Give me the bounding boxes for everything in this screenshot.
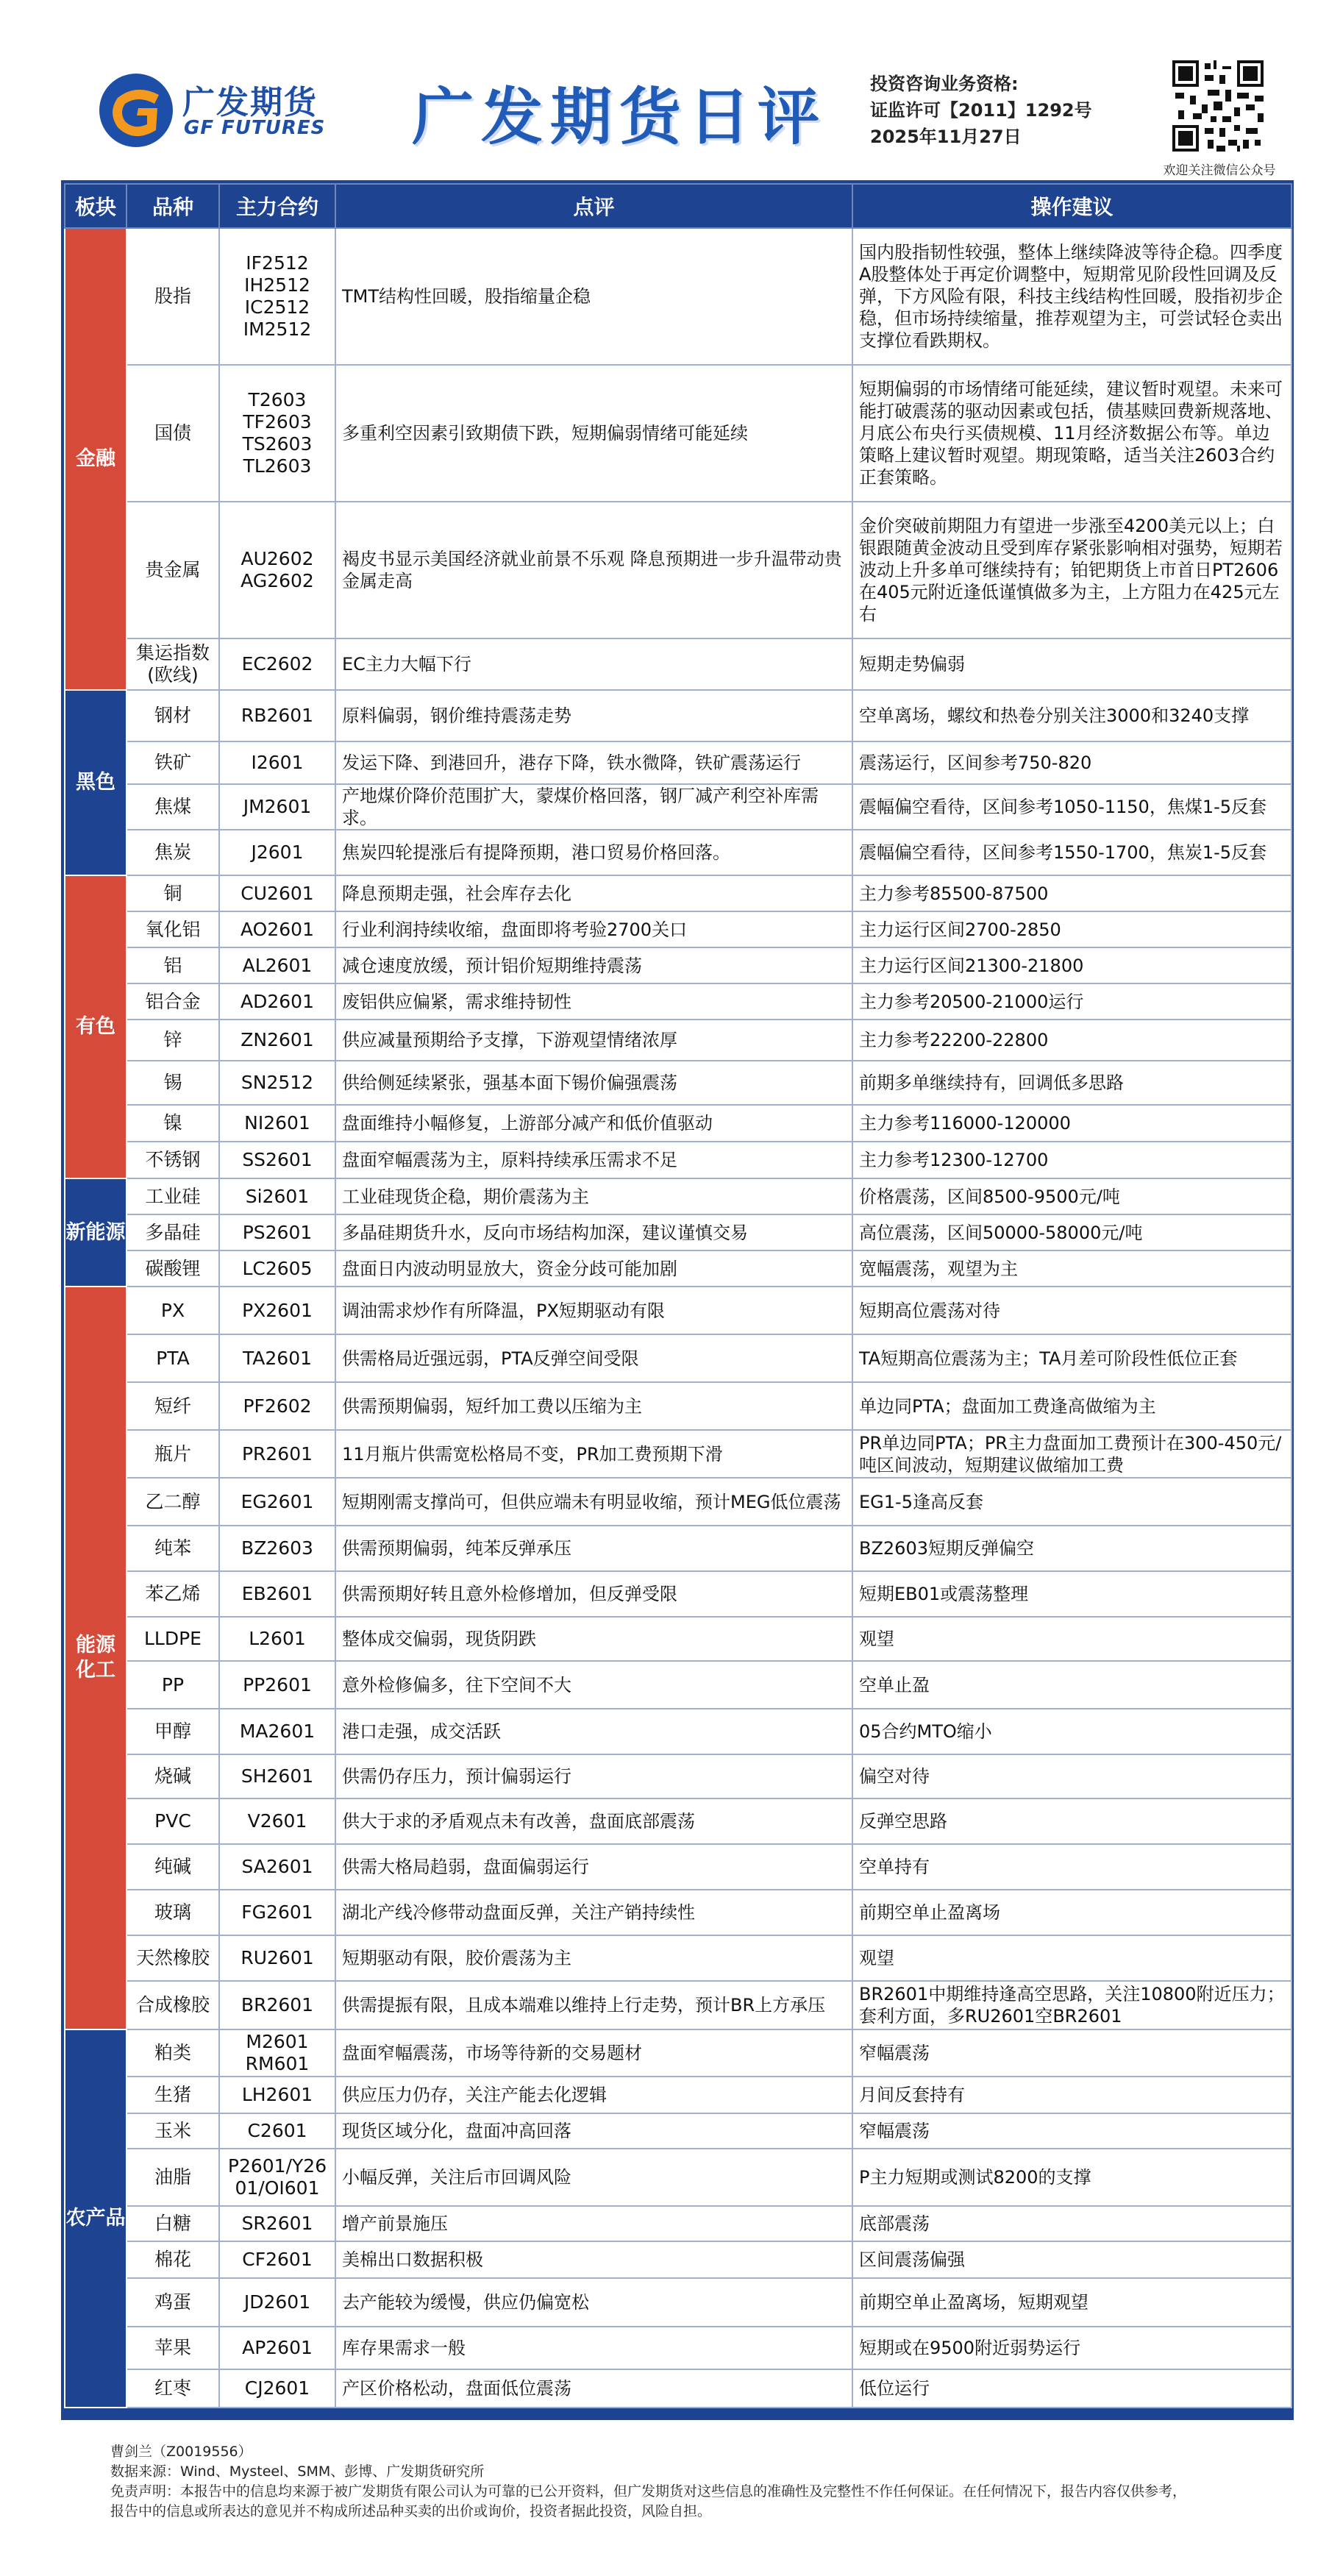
contract-cell: Si2601 <box>219 1178 335 1214</box>
variety-cell: 碳酸锂 <box>127 1250 219 1287</box>
variety-cell: 短纤 <box>127 1382 219 1430</box>
logo-cn-text: 广发期货 <box>182 84 318 121</box>
variety-cell: PVC <box>127 1798 219 1844</box>
comment-cell: 11月瓶片供需宽松格局不变，PR加工费预期下滑 <box>335 1430 852 1478</box>
comment-cell: 产区价格松动，盘面低位震荡 <box>335 2369 852 2408</box>
advice-cell: 震幅偏空看待，区间参考1550-1700，焦炭1-5反套 <box>852 830 1291 875</box>
table-row <box>65 1250 1291 1287</box>
advice-cell: 窄幅震荡 <box>852 2113 1291 2149</box>
comment-cell: 库存果需求一般 <box>335 2327 852 2369</box>
advice-cell: TA短期高位震荡为主；TA月差可阶段性低位正套 <box>852 1334 1291 1382</box>
contract-cell: V2601 <box>219 1798 335 1844</box>
variety-cell: 股指 <box>127 228 219 365</box>
table-row <box>65 1844 1291 1890</box>
table-row <box>65 2278 1291 2327</box>
contract-cell: CJ2601 <box>219 2369 335 2408</box>
advice-cell: 金价突破前期阻力有望进一步涨至4200美元以上；白银跟随黄金波动且受到库存紧张影响相对强势，短期若波动上升多单可继续持有；铂钯期货上市首日PT2606在405元附近逢低谨慎做多为主，上方阻力在425元左右 <box>852 502 1291 638</box>
variety-cell: 合成橡胶 <box>127 1981 219 2029</box>
variety-cell: 苹果 <box>127 2327 219 2369</box>
comment-cell: 供大于求的矛盾观点未有改善，盘面底部震荡 <box>335 1798 852 1844</box>
advice-cell: 震幅偏空看待，区间参考1050-1150，焦煤1-5反套 <box>852 784 1291 830</box>
contract-cell: EG2601 <box>219 1478 335 1526</box>
table-row <box>65 2113 1291 2149</box>
comment-cell: 调油需求炒作有所降温，PX短期驱动有限 <box>335 1287 852 1334</box>
comment-cell: 盘面日内波动明显放大，资金分歧可能加剧 <box>335 1250 852 1287</box>
contract-cell: NI2601 <box>219 1105 335 1142</box>
variety-cell: 锌 <box>127 1020 219 1061</box>
table-row <box>65 365 1291 502</box>
comment-cell: 供需仍存压力，预计偏弱运行 <box>335 1754 852 1798</box>
advice-cell: 短期走势偏弱 <box>852 638 1291 690</box>
comment-cell: 供给侧延续紧张，强基本面下锡价偏强震荡 <box>335 1061 852 1105</box>
report-date: 2025年11月27日 <box>870 127 1022 147</box>
contract-cell: AO2601 <box>219 911 335 947</box>
comment-cell: 供需预期好转且意外检修增加，但反弹受限 <box>335 1571 852 1617</box>
advice-cell: 前期空单止盈离场，短期观望 <box>852 2278 1291 2327</box>
variety-cell: 鸡蛋 <box>127 2278 219 2327</box>
contract-cell: CF2601 <box>219 2241 335 2278</box>
contract-cell: T2603 TF2603 TS2603 TL2603 <box>219 365 335 502</box>
table-row <box>65 784 1291 830</box>
advice-cell: 05合约MTO缩小 <box>852 1709 1291 1754</box>
advice-cell: P主力短期或测试8200的支撑 <box>852 2149 1291 2206</box>
table-row <box>65 1754 1291 1798</box>
variety-cell: 烧碱 <box>127 1754 219 1798</box>
comment-cell: 焦炭四轮提涨后有提降预期，港口贸易价格回落。 <box>335 830 852 875</box>
advice-cell: 前期空单止盈离场 <box>852 1890 1291 1935</box>
table-row <box>65 2149 1291 2206</box>
comment-cell: 产地煤价降价范围扩大，蒙煤价格回落，钢厂减产利空补库需求。 <box>335 784 852 830</box>
daily-review-table <box>64 183 1292 2408</box>
advice-cell: 主力运行区间2700-2850 <box>852 911 1291 947</box>
variety-cell: 玻璃 <box>127 1890 219 1935</box>
comment-cell: EC主力大幅下行 <box>335 638 852 690</box>
variety-cell: 棉花 <box>127 2241 219 2278</box>
variety-cell: 生猪 <box>127 2077 219 2113</box>
qualification-block <box>870 71 1092 150</box>
gf-logo-icon <box>96 70 177 151</box>
comment-cell: 增产前景施压 <box>335 2206 852 2241</box>
comment-cell: 供需预期偏弱，短纤加工费以压缩为主 <box>335 1382 852 1430</box>
table-row <box>65 2369 1291 2408</box>
header-advice: 操作建议 <box>852 184 1291 228</box>
table-row <box>65 1178 1291 1214</box>
advice-cell: 空单离场，螺纹和热卷分别关注3000和3240支撑 <box>852 690 1291 741</box>
variety-cell: 甲醇 <box>127 1709 219 1754</box>
advice-cell: 短期EB01或震荡整理 <box>852 1571 1291 1617</box>
comment-cell: 盘面窄幅震荡为主，原料持续承压需求不足 <box>335 1142 852 1178</box>
advice-cell: 短期偏弱的市场情绪可能延续，建议暂时观望。未来可能打破震荡的驱动因素或包括，债基赎回费新规落地、月底公布央行买债规模、11月经济数据公布等。单边策略上建议暂时观望。期现策略，适当关注2603合约正套策略。 <box>852 365 1291 502</box>
variety-cell: 不锈钢 <box>127 1142 219 1178</box>
variety-cell: 锡 <box>127 1061 219 1105</box>
advice-cell: 反弹空思路 <box>852 1798 1291 1844</box>
comment-cell: 供需格局近强远弱，PTA反弹空间受限 <box>335 1334 852 1382</box>
sector-cell: 有色 <box>65 875 127 1178</box>
comment-cell: 湖北产线冷修带动盘面反弹，关注产销持续性 <box>335 1890 852 1935</box>
table-row <box>65 1287 1291 1334</box>
table-row <box>65 1709 1291 1754</box>
variety-cell: 贵金属 <box>127 502 219 638</box>
header-sector: 板块 <box>65 184 127 228</box>
report-footer <box>110 2442 1287 2522</box>
daily-review-table-frame <box>61 180 1294 2420</box>
advice-cell: EG1-5逢高反套 <box>852 1478 1291 1526</box>
comment-cell: 供应压力仍存，关注产能去化逻辑 <box>335 2077 852 2113</box>
comment-cell: 现货区域分化，盘面冲高回落 <box>335 2113 852 2149</box>
disclaimer-line-1: 免责声明：本报告中的信息均来源于被广发期货有限公司认为可靠的已公开资料，但广发期货对这些信息的准确性及完整性不作任何保证。在任何情况下，报告内容仅供参考， <box>110 2483 1187 2499</box>
contract-cell: AU2602 AG2602 <box>219 502 335 638</box>
advice-cell: BR2601中期维持逢高空思路，关注10800附近压力；套利方面，多RU2601空BR2601 <box>852 1981 1291 2029</box>
comment-cell: 小幅反弹，关注后市回调风险 <box>335 2149 852 2206</box>
advice-cell: 高位震荡，区间50000-58000元/吨 <box>852 1214 1291 1250</box>
contract-cell: PS2601 <box>219 1214 335 1250</box>
comment-cell: 行业利润持续收缩，盘面即将考验2700关口 <box>335 911 852 947</box>
advice-cell: 窄幅震荡 <box>852 2029 1291 2077</box>
comment-cell: 原料偏弱，钢价维持震荡走势 <box>335 690 852 741</box>
contract-cell: C2601 <box>219 2113 335 2149</box>
advice-cell: 震荡运行，区间参考750-820 <box>852 741 1291 784</box>
contract-cell: AL2601 <box>219 947 335 983</box>
license-line: 证监许可【2011】1292号 <box>870 100 1092 121</box>
variety-cell: 铜 <box>127 875 219 911</box>
variety-cell: 纯苯 <box>127 1526 219 1571</box>
comment-cell: 工业硅现货企稳，期价震荡为主 <box>335 1178 852 1214</box>
qr-caption: 欢迎关注微信公众号 <box>1163 163 1276 178</box>
logo-en-text: GF FUTURES <box>184 117 326 139</box>
advice-cell: 区间震荡偏强 <box>852 2241 1291 2278</box>
comment-cell: 意外检修偏多，往下空间不大 <box>335 1661 852 1709</box>
advice-cell: 前期多单继续持有，回调低多思路 <box>852 1061 1291 1105</box>
variety-cell: 工业硅 <box>127 1178 219 1214</box>
contract-cell: SR2601 <box>219 2206 335 2241</box>
comment-cell: 多重利空因素引致期债下跌，短期偏弱情绪可能延续 <box>335 365 852 502</box>
comment-cell: 短期刚需支撑尚可，但供应端未有明显收缩，预计MEG低位震荡 <box>335 1478 852 1526</box>
sector-cell: 新能源 <box>65 1178 127 1287</box>
variety-cell: PP <box>127 1661 219 1709</box>
comment-cell: 供应减量预期给予支撑，下游观望情绪浓厚 <box>335 1020 852 1061</box>
comment-cell: 供需大格局趋弱，盘面偏弱运行 <box>335 1844 852 1890</box>
contract-cell: JD2601 <box>219 2278 335 2327</box>
contract-cell: FG2601 <box>219 1890 335 1935</box>
advice-cell: 价格震荡，区间8500-9500元/吨 <box>852 1178 1291 1214</box>
variety-cell: 集运指数 (欧线) <box>127 638 219 690</box>
variety-cell: 红枣 <box>127 2369 219 2408</box>
advice-cell: 空单止盈 <box>852 1661 1291 1709</box>
table-row <box>65 911 1291 947</box>
contract-cell: PX2601 <box>219 1287 335 1334</box>
comment-cell: 废铝供应偏紧，需求维持韧性 <box>335 983 852 1020</box>
contract-cell: SA2601 <box>219 1844 335 1890</box>
variety-cell: PX <box>127 1287 219 1334</box>
table-row <box>65 690 1291 741</box>
header-variety: 品种 <box>127 184 219 228</box>
table-row <box>65 638 1291 690</box>
table-row <box>65 1334 1291 1382</box>
table-row <box>65 2241 1291 2278</box>
advice-cell: 空单持有 <box>852 1844 1291 1890</box>
advice-cell: 观望 <box>852 1935 1291 1981</box>
variety-cell: 焦煤 <box>127 784 219 830</box>
advice-cell: 月间反套持有 <box>852 2077 1291 2113</box>
comment-cell: 整体成交偏弱，现货阴跌 <box>335 1617 852 1661</box>
variety-cell: 铝合金 <box>127 983 219 1020</box>
table-row <box>65 1981 1291 2029</box>
table-row <box>65 1571 1291 1617</box>
table-row <box>65 983 1291 1020</box>
comment-cell: 供需预期偏弱，纯苯反弹承压 <box>335 1526 852 1571</box>
table-row <box>65 1661 1291 1709</box>
advice-cell: 底部震荡 <box>852 2206 1291 2241</box>
table-row <box>65 947 1291 983</box>
contract-cell: BZ2603 <box>219 1526 335 1571</box>
comment-cell: 盘面窄幅震荡，市场等待新的交易题材 <box>335 2029 852 2077</box>
advice-cell: 主力参考116000-120000 <box>852 1105 1291 1142</box>
variety-cell: 乙二醇 <box>127 1478 219 1526</box>
table-row <box>65 741 1291 784</box>
sector-cell: 农产品 <box>65 2029 127 2408</box>
header-comment: 点评 <box>335 184 852 228</box>
comment-cell: 盘面维持小幅修复，上游部分减产和低价值驱动 <box>335 1105 852 1142</box>
table-row <box>65 2327 1291 2369</box>
contract-cell: M2601 RM601 <box>219 2029 335 2077</box>
data-source-line: 数据来源：Wind、Mysteel、SMM、彭博、广发期货研究所 <box>110 2463 485 2480</box>
variety-cell: 粕类 <box>127 2029 219 2077</box>
table-row <box>65 2029 1291 2077</box>
table-row <box>65 1214 1291 1250</box>
sector-cell: 能源 化工 <box>65 1287 127 2029</box>
variety-cell: 纯碱 <box>127 1844 219 1890</box>
contract-cell: CU2601 <box>219 875 335 911</box>
advice-cell: 宽幅震荡，观望为主 <box>852 1250 1291 1287</box>
report-header <box>0 0 1329 177</box>
table-header-row <box>65 184 1291 228</box>
table-row <box>65 1061 1291 1105</box>
contract-cell: EB2601 <box>219 1571 335 1617</box>
comment-cell: 港口走强，成交活跃 <box>335 1709 852 1754</box>
contract-cell: AP2601 <box>219 2327 335 2369</box>
contract-cell: LC2605 <box>219 1250 335 1287</box>
contract-cell: AD2601 <box>219 983 335 1020</box>
comment-cell: TMT结构性回暖，股指缩量企稳 <box>335 228 852 365</box>
advice-cell: 单边同PTA；盘面加工费逢高做缩为主 <box>852 1382 1291 1430</box>
variety-cell: 苯乙烯 <box>127 1571 219 1617</box>
advice-cell: 主力参考85500-87500 <box>852 875 1291 911</box>
sector-cell: 黑色 <box>65 690 127 875</box>
contract-cell: PP2601 <box>219 1661 335 1709</box>
contract-cell: JM2601 <box>219 784 335 830</box>
wechat-qr-code <box>1169 57 1266 154</box>
table-row <box>65 2206 1291 2241</box>
table-row <box>65 2077 1291 2113</box>
variety-cell: 多晶硅 <box>127 1214 219 1250</box>
variety-cell: 油脂 <box>127 2149 219 2206</box>
comment-cell: 褐皮书显示美国经济就业前景不乐观 降息预期进一步升温带动贵金属走高 <box>335 502 852 638</box>
table-row <box>65 1020 1291 1061</box>
advice-cell: BZ2603短期反弹偏空 <box>852 1526 1291 1571</box>
table-row <box>65 1430 1291 1478</box>
advice-cell: 观望 <box>852 1617 1291 1661</box>
table-row <box>65 1798 1291 1844</box>
contract-cell: IF2512 IH2512 IC2512 IM2512 <box>219 228 335 365</box>
advice-cell: 短期或在9500附近弱势运行 <box>852 2327 1291 2369</box>
variety-cell: 焦炭 <box>127 830 219 875</box>
table-body <box>65 228 1291 2408</box>
table-row <box>65 830 1291 875</box>
variety-cell: 氧化铝 <box>127 911 219 947</box>
contract-cell: LH2601 <box>219 2077 335 2113</box>
table-row <box>65 1478 1291 1526</box>
table-row <box>65 1105 1291 1142</box>
comment-cell: 供需提振有限，且成本端难以维持上行走势，预计BR上方承压 <box>335 1981 852 2029</box>
table-row <box>65 1935 1291 1981</box>
advice-cell: PR单边同PTA；PR主力盘面加工费预计在300-450元/吨区间波动，短期建议做缩加工费 <box>852 1430 1291 1478</box>
contract-cell: BR2601 <box>219 1981 335 2029</box>
contract-cell: J2601 <box>219 830 335 875</box>
gf-futures-logo <box>96 70 338 151</box>
advice-cell: 主力运行区间21300-21800 <box>852 947 1291 983</box>
variety-cell: 铝 <box>127 947 219 983</box>
comment-cell: 发运下降、到港回升，港存下降，铁水微降，铁矿震荡运行 <box>335 741 852 784</box>
contract-cell: ZN2601 <box>219 1020 335 1061</box>
table-row <box>65 875 1291 911</box>
comment-cell: 短期驱动有限，胶价震荡为主 <box>335 1935 852 1981</box>
variety-cell: 天然橡胶 <box>127 1935 219 1981</box>
sector-cell: 金融 <box>65 228 127 690</box>
variety-cell: 钢材 <box>127 690 219 741</box>
variety-cell: 国债 <box>127 365 219 502</box>
variety-cell: 瓶片 <box>127 1430 219 1478</box>
contract-cell: I2601 <box>219 741 335 784</box>
table-row <box>65 1382 1291 1430</box>
advice-cell: 主力参考22200-22800 <box>852 1020 1291 1061</box>
contract-cell: SN2512 <box>219 1061 335 1105</box>
variety-cell: 镍 <box>127 1105 219 1142</box>
contract-cell: EC2602 <box>219 638 335 690</box>
contract-cell: RU2601 <box>219 1935 335 1981</box>
advice-cell: 主力参考12300-12700 <box>852 1142 1291 1178</box>
table-row <box>65 1890 1291 1935</box>
advice-cell: 短期高位震荡对待 <box>852 1287 1291 1334</box>
contract-cell: PR2601 <box>219 1430 335 1478</box>
comment-cell: 减仓速度放缓，预计铝价短期维持震荡 <box>335 947 852 983</box>
contract-cell: MA2601 <box>219 1709 335 1754</box>
comment-cell: 美棉出口数据积极 <box>335 2241 852 2278</box>
table-row <box>65 1142 1291 1178</box>
variety-cell: LLDPE <box>127 1617 219 1661</box>
contract-cell: L2601 <box>219 1617 335 1661</box>
contract-cell: PF2602 <box>219 1382 335 1430</box>
advice-cell: 偏空对待 <box>852 1754 1291 1798</box>
table-row <box>65 228 1291 365</box>
table-row <box>65 1617 1291 1661</box>
table-row <box>65 1526 1291 1571</box>
contract-cell: TA2601 <box>219 1334 335 1382</box>
variety-cell: PTA <box>127 1334 219 1382</box>
contract-cell: SS2601 <box>219 1142 335 1178</box>
contract-cell: SH2601 <box>219 1754 335 1798</box>
comment-cell: 降息预期走强，社会库存去化 <box>335 875 852 911</box>
report-title: 广发期货日评 <box>412 81 827 153</box>
variety-cell: 白糖 <box>127 2206 219 2241</box>
advice-cell: 主力参考20500-21000运行 <box>852 983 1291 1020</box>
variety-cell: 玉米 <box>127 2113 219 2149</box>
header-contract: 主力合约 <box>219 184 335 228</box>
author-line: 曹剑兰（Z0019556） <box>110 2444 252 2460</box>
variety-cell: 铁矿 <box>127 741 219 784</box>
comment-cell: 去产能较为缓慢，供应仍偏宽松 <box>335 2278 852 2327</box>
comment-cell: 多晶硅期货升水，反向市场结构加深，建议谨慎交易 <box>335 1214 852 1250</box>
contract-cell: P2601/Y26 01/OI601 <box>219 2149 335 2206</box>
advice-cell: 低位运行 <box>852 2369 1291 2408</box>
contract-cell: RB2601 <box>219 690 335 741</box>
disclaimer-line-2: 报告中的信息或所表达的意见并不构成所述品种买卖的出价或询价，投资者据此投资，风险自担。 <box>110 2503 712 2519</box>
qualification-line: 投资咨询业务资格: <box>870 74 1019 94</box>
advice-cell: 国内股指韧性较强，整体上继续降波等待企稳。四季度A股整体处于再定价调整中，短期常见阶段性回调及反弹，下方风险有限，科技主线结构性回暖，股指初步企稳，但市场持续缩量，推荐观望为主，可尝试轻仓卖出支撑位看跌期权。 <box>852 228 1291 365</box>
table-row <box>65 502 1291 638</box>
